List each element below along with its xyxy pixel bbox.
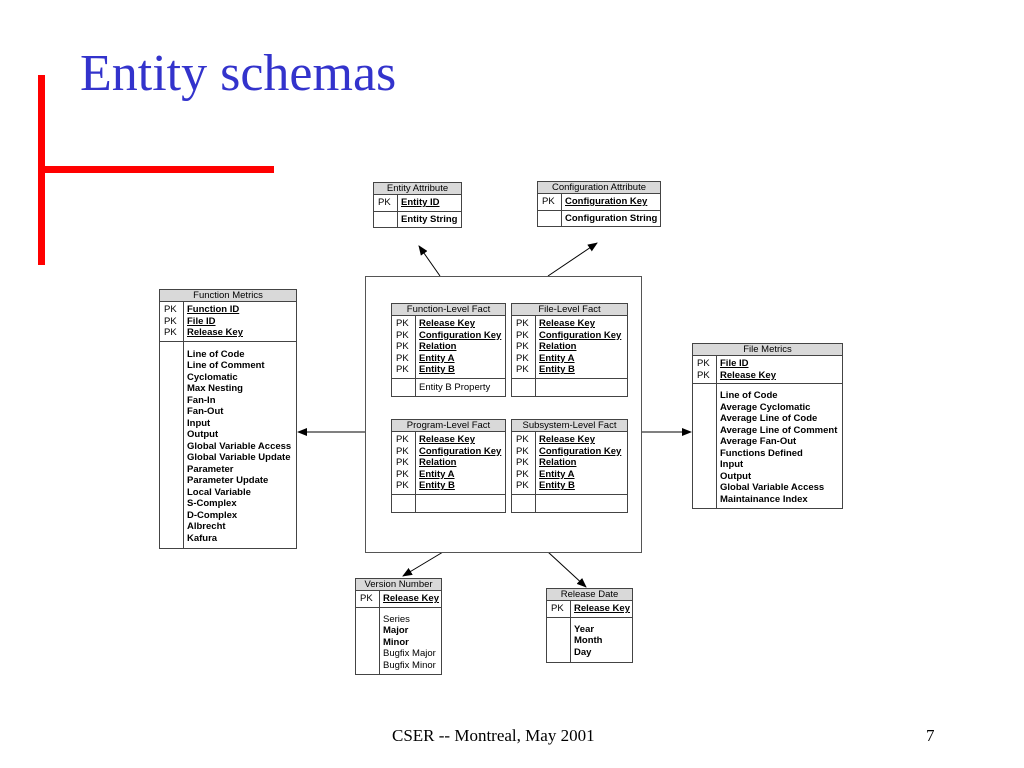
- key-field: Release Key: [419, 318, 475, 329]
- attribute-field: Kafura: [187, 532, 218, 544]
- attribute-field: S-Complex: [187, 498, 237, 509]
- arrow-to-configuration-attribute: [548, 243, 597, 276]
- pk-marker: PK: [516, 445, 529, 457]
- key-field: Entity A: [539, 352, 575, 364]
- attribute-field: Bugfix Major: [383, 648, 436, 659]
- attribute-field: Output: [187, 429, 219, 440]
- attribute-field: Series: [383, 613, 410, 625]
- attribute-field: Albrecht: [187, 521, 226, 532]
- pk-marker: PK: [378, 197, 391, 208]
- attribute-field: Fan-In: [187, 394, 216, 406]
- key-field: Configuration Key: [419, 329, 502, 341]
- pk-marker: PK: [164, 304, 177, 315]
- attribute-field: Configuration String: [565, 212, 658, 224]
- attribute-field: Month: [574, 635, 603, 646]
- table-header: Release Date: [547, 589, 632, 601]
- attribute-field: D-Complex: [187, 509, 238, 521]
- attribute-field: Major: [383, 625, 409, 636]
- attribute-field: Entity String: [401, 213, 458, 225]
- key-field: Relation: [419, 457, 457, 468]
- attribute-field: Entity B Property: [419, 381, 491, 393]
- key-field: Configuration Key: [419, 445, 502, 457]
- table-file-level-fact: [511, 303, 628, 397]
- table-entity-attribute: [373, 182, 462, 228]
- attribute-field: Input: [187, 417, 211, 429]
- table-header: Program-Level Fact: [392, 420, 505, 432]
- attribute-field: [419, 498, 505, 510]
- table-header: Subsystem-Level Fact: [512, 420, 627, 432]
- attribute-field: Line of Code: [720, 390, 778, 401]
- pk-marker: PK: [396, 468, 409, 480]
- pk-marker: PK: [516, 468, 529, 480]
- pk-marker: PK: [516, 480, 529, 491]
- attribute-field: Day: [574, 646, 592, 658]
- pk-marker: PK: [542, 196, 555, 207]
- key-field: Function ID: [187, 304, 240, 315]
- table-header: File-Level Fact: [512, 304, 627, 316]
- table-header: Function Metrics: [160, 290, 296, 302]
- table-header: Entity Attribute: [374, 183, 461, 195]
- pk-marker: PK: [396, 434, 409, 445]
- table-header: File Metrics: [693, 344, 842, 356]
- key-field: Configuration Key: [539, 329, 622, 341]
- table-header: Function-Level Fact: [392, 304, 505, 316]
- pk-marker: PK: [516, 352, 529, 364]
- pk-marker: PK: [396, 445, 409, 457]
- attribute-field: Line of Code: [187, 348, 245, 360]
- attribute-field: Fan-Out: [187, 406, 224, 417]
- key-field: Entity B: [419, 480, 455, 491]
- attribute-field: Global Variable Access: [187, 440, 292, 452]
- attribute-field: Minor: [383, 636, 409, 648]
- key-field: Configuration Key: [539, 445, 622, 457]
- key-field: Entity B: [539, 480, 575, 491]
- key-field: Release Key: [187, 327, 243, 338]
- pk-marker: PK: [551, 603, 564, 614]
- attribute-field: Average Line of Comment: [720, 424, 838, 436]
- pk-marker: PK: [516, 364, 529, 375]
- table-file-metrics: [692, 343, 843, 509]
- slide-title: Entity schemas: [80, 45, 397, 102]
- attribute-field: Local Variable: [187, 486, 251, 498]
- pk-marker: PK: [516, 341, 529, 352]
- arrow-to-entity-attribute: [419, 246, 440, 276]
- pk-marker: PK: [516, 329, 529, 341]
- attribute-field: Maintainance Index: [720, 493, 808, 505]
- attribute-field: Bugfix Minor: [383, 659, 436, 671]
- attribute-field: Average Cyclomatic: [720, 401, 811, 413]
- key-field: Entity A: [419, 468, 455, 480]
- pk-marker: PK: [396, 364, 409, 375]
- page-number: 7: [926, 726, 935, 745]
- attribute-field: [539, 382, 627, 394]
- key-field: Release Key: [383, 593, 439, 604]
- key-field: Relation: [539, 457, 577, 468]
- attribute-field: [539, 498, 627, 510]
- attribute-field: Cyclomatic: [187, 371, 238, 383]
- key-field: Entity A: [419, 352, 455, 364]
- table-subsystem-level-fact: [511, 419, 628, 513]
- pk-marker: PK: [396, 329, 409, 341]
- pk-marker: PK: [396, 318, 409, 329]
- key-field: Relation: [539, 341, 577, 352]
- attribute-field: Input: [720, 459, 744, 470]
- pk-marker: PK: [164, 315, 177, 327]
- key-field: Entity A: [539, 468, 575, 480]
- slide-footer: CSER -- Montreal, May 2001: [392, 726, 595, 745]
- key-field: Release Key: [720, 369, 776, 381]
- pk-marker: PK: [396, 457, 409, 468]
- table-header: Version Number: [356, 579, 441, 591]
- table-configuration-attribute: [537, 181, 661, 227]
- pk-marker: PK: [396, 480, 409, 491]
- attribute-field: Average Fan-Out: [720, 436, 797, 447]
- key-field: Release Key: [419, 434, 475, 445]
- pk-marker: PK: [516, 318, 529, 329]
- key-field: Release Key: [574, 603, 630, 614]
- attribute-field: Parameter: [187, 463, 234, 475]
- table-header: Configuration Attribute: [538, 182, 660, 194]
- pk-marker: PK: [697, 358, 710, 369]
- attribute-field: Global Variable Access: [720, 482, 825, 493]
- attribute-field: Output: [720, 470, 752, 482]
- attribute-field: Max Nesting: [187, 383, 243, 394]
- pk-marker: PK: [396, 352, 409, 364]
- key-field: Release Key: [539, 434, 595, 445]
- attribute-field: Functions Defined: [720, 447, 803, 459]
- key-field: Configuration Key: [565, 196, 648, 207]
- pk-marker: PK: [697, 369, 710, 381]
- key-field: File ID: [720, 358, 749, 369]
- table-program-level-fact: [391, 419, 506, 513]
- key-field: Relation: [419, 341, 457, 352]
- attribute-field: Parameter Update: [187, 475, 269, 486]
- key-field: Release Key: [539, 318, 595, 329]
- attribute-field: Average Line of Code: [720, 413, 818, 424]
- pk-marker: PK: [164, 327, 177, 338]
- arrow-to-version-number: [403, 552, 443, 576]
- pk-marker: PK: [516, 434, 529, 445]
- attribute-field: Global Variable Update: [187, 452, 291, 463]
- pk-marker: PK: [516, 457, 529, 468]
- pk-marker: PK: [360, 593, 373, 604]
- key-field: Entity B: [419, 364, 455, 375]
- table-function-metrics: [159, 289, 297, 549]
- table-version-number: [355, 578, 442, 675]
- table-release-date: [546, 588, 633, 663]
- key-field: Entity B: [539, 364, 575, 375]
- key-field: File ID: [187, 315, 216, 327]
- table-function-level-fact: [391, 303, 506, 397]
- attribute-field: Line of Comment: [187, 360, 265, 371]
- arrow-to-release-date: [548, 552, 586, 587]
- pk-marker: PK: [396, 341, 409, 352]
- key-field: Entity ID: [401, 197, 440, 208]
- attribute-field: Year: [574, 623, 595, 635]
